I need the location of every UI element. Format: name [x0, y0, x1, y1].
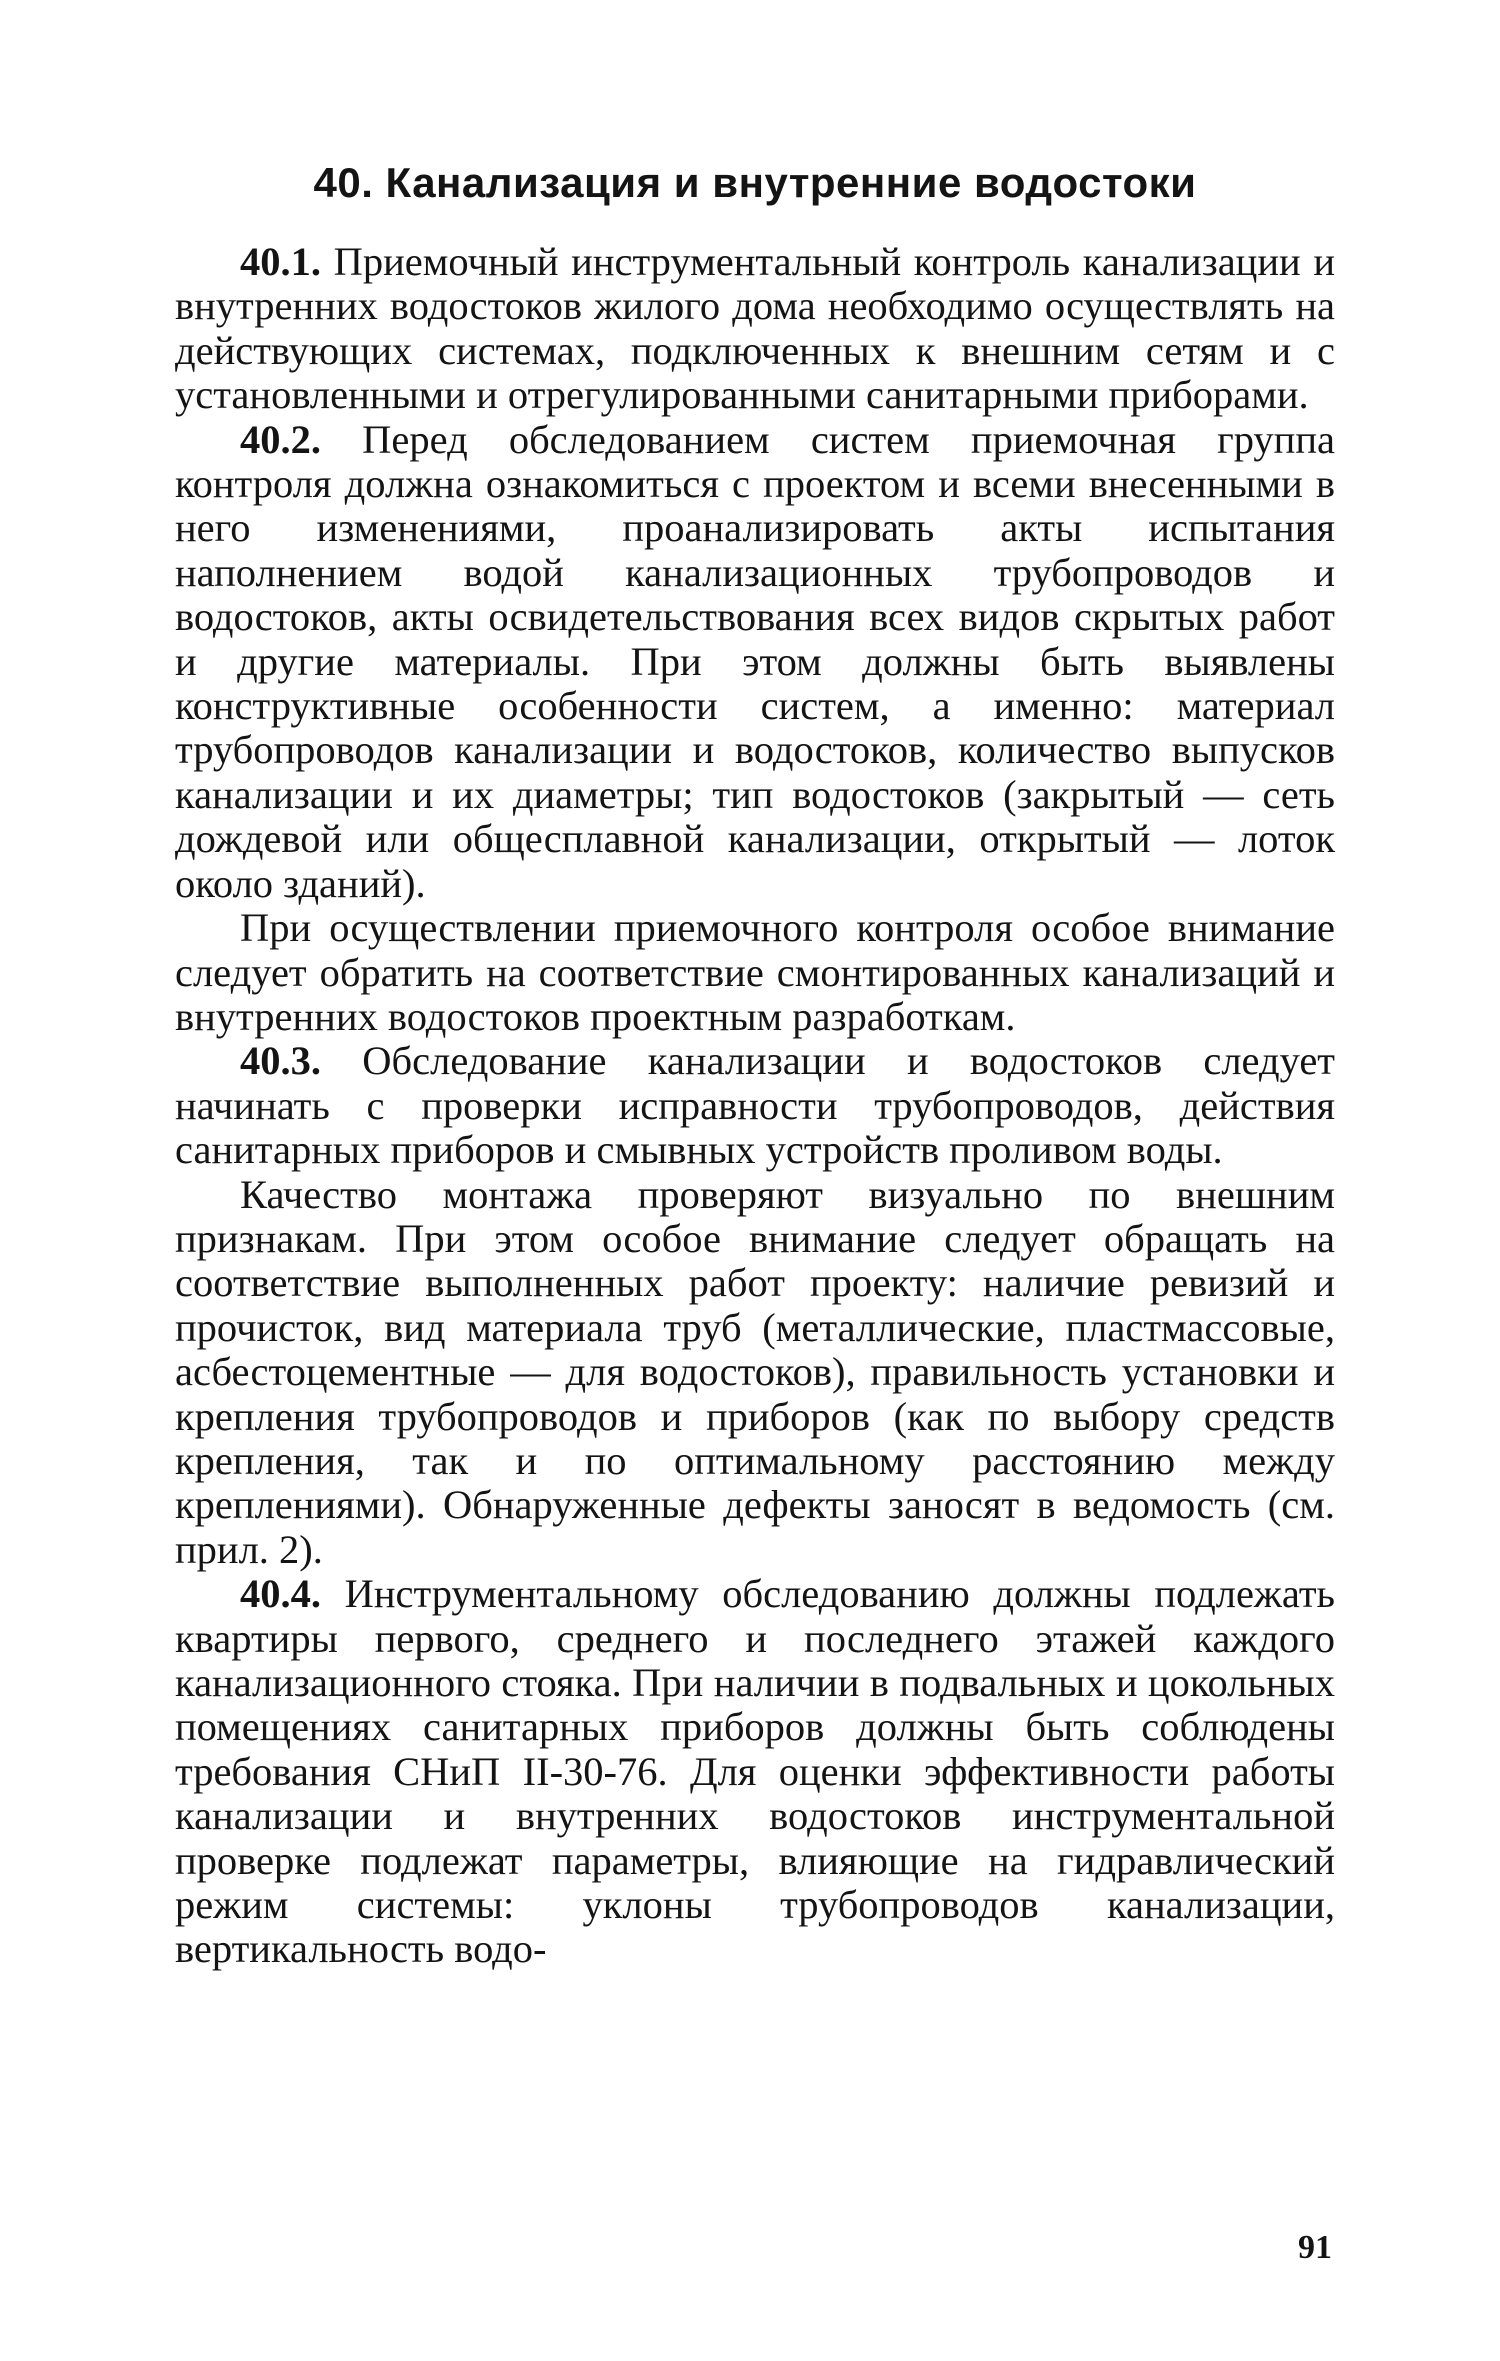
paragraph-acceptance-note — [175, 906, 1335, 1039]
page-number: 91 — [1298, 2229, 1332, 2266]
paragraph-40-3 — [175, 1039, 1335, 1172]
paragraph-text: Инструментальному обследованию должны подлежать квартиры первого, среднего и последнего этажей каждого канализационного стояка. При наличии в подвальных и цокольных помещениях санитарных приборов должны быть соблюдены требования СНиП II-30-76. Для оценки эффективности работы канализации и внутренних водостоков инструментальной проверке подлежат параметры, влияющие на гидравлический режим системы: уклоны трубопроводов канализации, вертикальность водо- — [175, 1571, 1336, 1972]
paragraph-40-4 — [175, 1572, 1335, 1972]
paragraph-40-1 — [175, 240, 1335, 418]
paragraph-installation-quality — [175, 1173, 1335, 1573]
clause-number: 40.4. — [240, 1571, 321, 1617]
paragraph-text: Обследование канализации и водостоков следует начинать с проверки исправности трубопроводов, действия санитарных приборов и смывных устройств проливом воды. — [175, 1038, 1335, 1173]
paragraph-40-2 — [175, 418, 1335, 906]
clause-number: 40.2. — [240, 416, 321, 462]
section-body — [175, 240, 1335, 1972]
paragraph-text: При осуществлении приемочного контроля особое внимание следует обратить на соответствие смонтированных канализаций и внутренних водостоков проектным разработкам. — [175, 905, 1335, 1039]
paragraph-text: Приемочный инструментальный контроль канализации и внутренних водостоков жилого дома необходимо осуществлять на действующих системах, подключенных к внешним сетям и с установленными и отрегулированными санитарными приборами. — [175, 239, 1335, 418]
paragraph-text: Перед обследованием систем приемочная группа контроля должна ознакомиться с проектом и всеми внесенными в него изменениями, проанализировать акты испытания наполнением водой канализационных трубопроводов и водостоков, акты освидетельствования всех видов скрытых работ и другие материалы. При этом должны быть выявлены конструктивные особенности систем, а именно: материал трубопроводов канализации и водостоков, количество выпусков канализации и их диаметры; тип водостоков (закрытый — сеть дождевой или общесплавной канализации, открытый — лоток около зданий). — [175, 416, 1336, 906]
section-heading: 40. Канализация и внутренние водостоки — [313, 159, 1197, 206]
paragraph-text: Качество монтажа проверяют визуально по внешним признакам. При этом особое внимание следует обращать на соответствие выполненных работ проекту: наличие ревизий и прочисток, вид материала труб (металлические, пластмассовые, асбестоцементные — для водостоков), правильность установки и крепления трубопроводов и приборов (как по выбору средств крепления, так и по оптимальному расстоянию между креплениями). Обнаруженные дефекты заносят в ведомость (см. прил. 2). — [175, 1171, 1335, 1572]
clause-number: 40.1. — [240, 239, 321, 284]
clause-number: 40.3. — [240, 1038, 321, 1084]
